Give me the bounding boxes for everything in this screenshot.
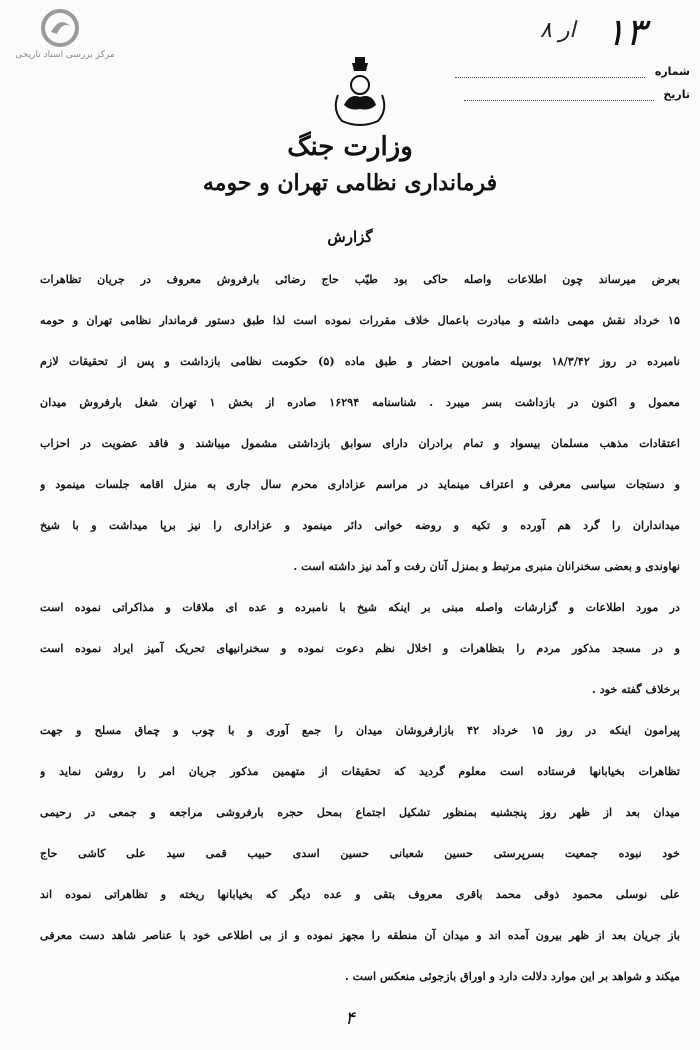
body-line: بعرض میرساند چون اطلاعات واصله حاکی بود طیّب حاج رضائی بارفروش معروف در جریان تظاهرات (40, 272, 680, 286)
lion-and-sun-emblem-icon (330, 55, 390, 130)
archive-watermark-text: مرکز بررسی اسناد تاریخی (15, 50, 115, 60)
body-line: میکند و شواهد بر این موارد دلالت دارد و اوراق بازجوئی منعکس است . (344, 969, 680, 983)
body-line: نهاوندی و بعضی سخنرانان منبری مرتبط و بمنزل آنان رفت و آمد نیز داشته است . (293, 559, 680, 573)
division-heading: فرمانداری نظامی تهران و حومه (202, 170, 498, 196)
archive-watermark (10, 8, 120, 63)
body-line: ۱۵ خرداد نقش مهمی داشته و مبادرت باعمال خلاف مقررات نموده است لذا طبق دستور فرماندار نظامی تهران و حومه (40, 313, 680, 327)
body-line: نامبرده در روز ۱۸/۳/۴۲ بوسیله مامورین احضار و طبق ماده (۵) حکومت نظامی بازداشت و پس از تحقیقات لازم (40, 354, 680, 368)
report-title: گزارش (327, 228, 373, 246)
page-number: ۴ (345, 1008, 355, 1029)
body-line: پیرامون اینکه در روز ۱۵ خرداد ۴۲ بازارفروشان میدان را جمع آوری و با چوب و چماق مسلح و جهت (40, 723, 680, 737)
report-body (40, 268, 680, 1006)
body-line: باز جریان بعد از ظهر بیرون آمده اند و میدان آن منطقه را مجهز نموده و از بی اطلاعی خود با عناصر شاهد دست معرفی (40, 928, 680, 942)
body-line: برخلاف گفته خود . (591, 682, 680, 696)
document-number-field (430, 65, 690, 78)
handwritten-note: ۸ ار (540, 18, 576, 43)
body-line: و در مسجد مذکور مردم را بتظاهرات و اخلال نظم دعوت نموده و سخنرانیهای تحریک آمیز ایراد نموده است (40, 641, 680, 655)
body-line: علی نوسلی محمود ذوقی محمد باقری معروف بتقی و عده دیگر که بخیابانها ریخته و تظاهراتی نموده اند (40, 887, 680, 901)
archive-logo-icon (40, 8, 80, 48)
body-line: تظاهرات بخیابانها فرستاده است معلوم گردید که تحقیقات از متهمین مذکور جریان امر را روشن نماید و (40, 764, 680, 778)
body-line: خود نبوده جمعیت بسرپرستی حسین شعبانی حسین اسدی حبیب قمی سید علی کاشی حاج (40, 846, 680, 860)
ministry-heading: وزارت جنگ (287, 132, 413, 162)
body-line: و دستجات سیاسی معرفی و اعتراف مینماید در مراسم عزاداری محرم سال جاری به منزل اقامه جلسات مینمود و (40, 477, 680, 491)
document-date-line (464, 100, 654, 101)
body-line: میدانداران را گرد هم آورده و تکیه و روضه خوانی دائر مینمود و عزاداری را نیز برپا میداشت و با شیخ (40, 518, 680, 532)
handwritten-number: ۱۳ (605, 10, 646, 54)
body-line: اعتقادات مذهب مسلمان بیسواد و تمام برادران دارای سوابق بازداشتی مشمول میباشند و فاقد عضویت در احزاب (40, 436, 680, 450)
body-line: میدان بعد از ظهر روز پنجشنبه بمنظور تشکیل اجتماع بمحل حجره بارفروشی مراجعه و جمعی در رحیمی (40, 805, 680, 819)
document-number-line (455, 77, 645, 78)
body-line: در مورد اطلاعات و گزارشات واصله مبنی بر اینکه شیخ با نامبرده و عده ای ملاقات و مذاکراتی نموده است (40, 600, 680, 614)
document-date-field (430, 88, 690, 101)
document-date-label: تاریخ (663, 88, 690, 101)
body-line: معمول و اکنون در بازداشت بسر میبرد . شناسنامه ۱۶۲۹۴ صادره از بخش ۱ تهران شغل بارفروش میدان (40, 395, 680, 409)
document-number-label: شماره (654, 65, 690, 78)
